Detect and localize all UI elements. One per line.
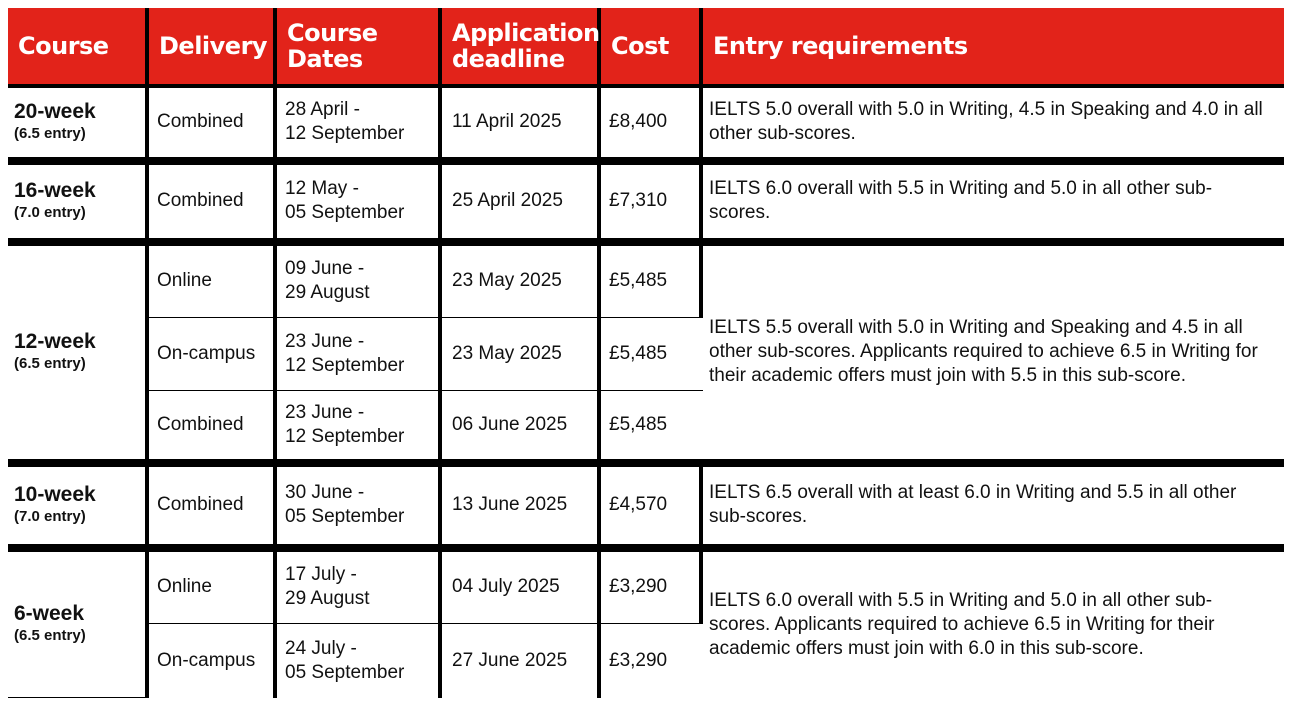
requirements-cell: IELTS 6.5 overall with at least 6.0 in Writing and 5.5 in all other sub-scores.	[703, 467, 1284, 552]
delivery-cell: On-campus	[149, 624, 277, 698]
date-start: 23 June -	[285, 401, 365, 423]
delivery-cell: Combined	[149, 467, 277, 552]
date-end: 29 August	[285, 588, 370, 610]
dates-cell	[277, 552, 442, 625]
date-end: 29 August	[285, 282, 370, 304]
date-start: 24 July -	[285, 638, 357, 660]
date-start: 12 May -	[285, 178, 359, 200]
deadline-cell: 23 May 2025	[442, 246, 601, 319]
dates-cell	[277, 88, 442, 165]
deadline-cell: 27 June 2025	[442, 624, 601, 698]
header-course-dates: Course Dates	[277, 8, 442, 88]
cost-cell: £8,400	[601, 88, 703, 165]
date-start: 09 June -	[285, 258, 365, 280]
header-course: Course	[8, 8, 149, 88]
date-start: 23 June -	[285, 331, 365, 353]
course-cell	[8, 552, 149, 699]
date-start: 30 June -	[285, 482, 365, 504]
course-cell	[8, 467, 149, 552]
date-end: 05 September	[285, 506, 405, 528]
dates-cell	[277, 391, 442, 467]
table-row	[8, 552, 1284, 625]
date-end: 12 September	[285, 425, 405, 447]
cost-cell: £5,485	[601, 246, 703, 319]
course-entry: (6.5 entry)	[14, 627, 86, 645]
course-cell	[8, 165, 149, 246]
delivery-cell: Combined	[149, 165, 277, 246]
course-entry: (7.0 entry)	[14, 204, 86, 222]
cost-cell: £4,570	[601, 467, 703, 552]
cost-cell: £5,485	[601, 318, 703, 391]
requirements-cell: IELTS 5.0 overall with 5.0 in Writing, 4.5 in Speaking and 4.0 in all other sub-scores.	[703, 88, 1284, 165]
course-name: 16-week	[14, 179, 96, 203]
date-end: 05 September	[285, 662, 405, 684]
dates-cell	[277, 318, 442, 391]
deadline-cell: 06 June 2025	[442, 391, 601, 467]
date-start: 28 April -	[285, 99, 360, 121]
course-table-frame	[8, 8, 1284, 698]
deadline-cell: 13 June 2025	[442, 467, 601, 552]
table-row	[8, 467, 1284, 552]
course-cell	[8, 246, 149, 467]
dates-cell	[277, 467, 442, 552]
course-entry: (6.5 entry)	[14, 125, 86, 143]
table-row	[8, 246, 1284, 319]
header-row	[8, 8, 1284, 88]
date-end: 12 September	[285, 123, 405, 145]
deadline-cell: 25 April 2025	[442, 165, 601, 246]
dates-cell	[277, 624, 442, 698]
delivery-cell: Combined	[149, 88, 277, 165]
course-name: 12-week	[14, 330, 96, 354]
course-entry: (7.0 entry)	[14, 508, 86, 526]
course-name: 10-week	[14, 483, 96, 507]
date-end: 05 September	[285, 202, 405, 224]
deadline-cell: 11 April 2025	[442, 88, 601, 165]
course-entry: (6.5 entry)	[14, 355, 86, 373]
delivery-cell: Online	[149, 246, 277, 319]
header-delivery: Delivery	[149, 8, 277, 88]
requirements-cell: IELTS 6.0 overall with 5.5 in Writing and 5.0 in all other sub-scores.	[703, 165, 1284, 246]
delivery-cell: Combined	[149, 391, 277, 467]
date-end: 12 September	[285, 355, 405, 377]
requirements-cell: IELTS 5.5 overall with 5.0 in Writing and Speaking and 4.5 in all other sub-scores. Applicants required to achieve 6.5 in Writing for their academic offers must join with 5.5 in this sub-score.	[703, 246, 1284, 467]
delivery-cell: On-campus	[149, 318, 277, 391]
date-start: 17 July -	[285, 564, 357, 586]
cost-cell: £3,290	[601, 552, 703, 625]
cost-cell: £5,485	[601, 391, 703, 467]
header-entry-requirements: Entry requirements	[703, 8, 1284, 88]
course-name: 6-week	[14, 602, 85, 626]
deadline-cell: 23 May 2025	[442, 318, 601, 391]
table-row	[8, 165, 1284, 246]
requirements-cell: IELTS 6.0 overall with 5.5 in Writing and 5.0 in all other sub-scores. Applicants required to achieve 6.5 in Writing for their academic offers must join with 6.0 in this sub-score.	[703, 552, 1284, 699]
header-application-deadline: Application deadline	[442, 8, 601, 88]
delivery-cell: Online	[149, 552, 277, 625]
header-cost: Cost	[601, 8, 703, 88]
table-row	[8, 88, 1284, 165]
dates-cell	[277, 165, 442, 246]
cost-cell: £3,290	[601, 624, 703, 698]
cost-cell: £7,310	[601, 165, 703, 246]
dates-cell	[277, 246, 442, 319]
course-name: 20-week	[14, 100, 96, 124]
deadline-cell: 04 July 2025	[442, 552, 601, 625]
course-table	[8, 8, 1284, 698]
course-cell	[8, 88, 149, 165]
